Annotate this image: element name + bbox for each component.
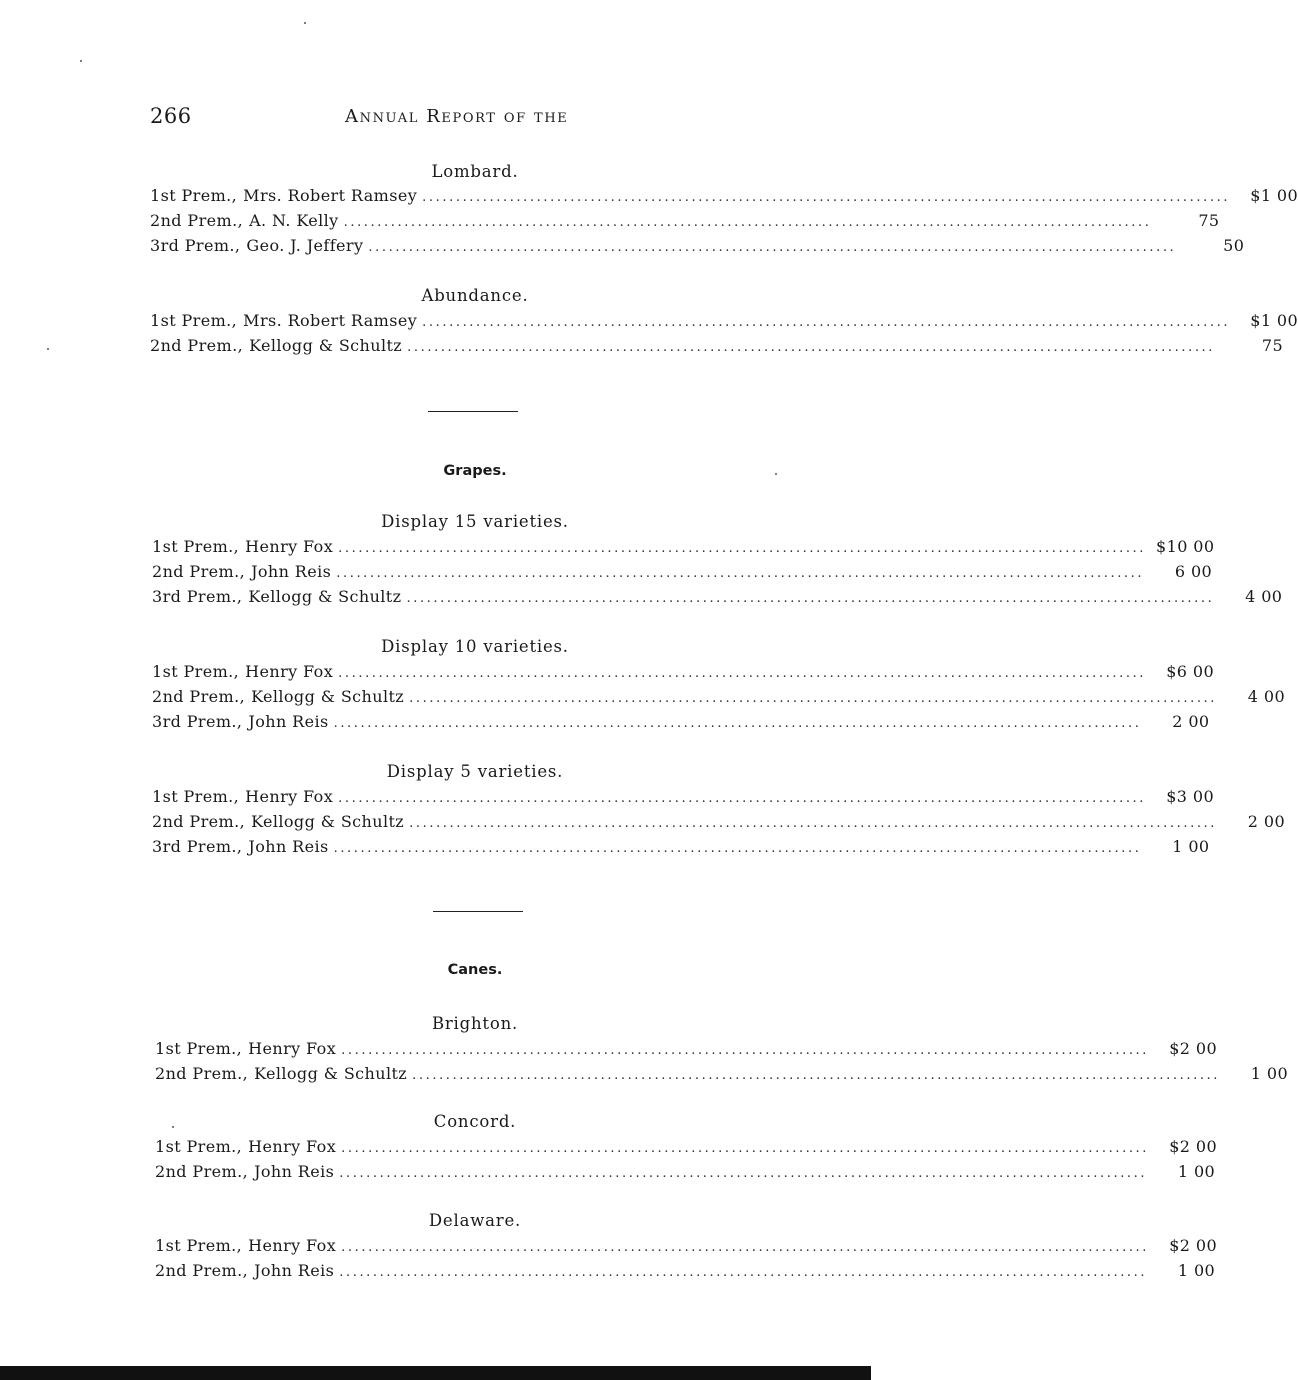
comma-separator: , [231, 186, 238, 205]
dot-leader: ........................................................................................................................ [406, 591, 1215, 606]
premium-amount: 2 00 [1172, 712, 1210, 731]
exhibitor-name: John Reis [251, 562, 332, 581]
premium-row [155, 1039, 1218, 1061]
comma-separator: , [236, 1137, 243, 1156]
exhibitor-name: Kellogg & Schultz [248, 587, 402, 606]
premium-amount: 6 00 [1174, 562, 1213, 581]
page-header [150, 104, 800, 130]
premium-row [150, 311, 1298, 333]
premium-row [152, 687, 1286, 709]
dot-leader: ........................................................................................................................ [338, 541, 1147, 556]
variety-heading: Concord. [433, 1112, 517, 1131]
comma-separator: , [242, 1064, 249, 1083]
scan-speck [47, 348, 49, 350]
premium-amount: $6 00 [1166, 662, 1215, 681]
premium-place: 1st Prem. [152, 662, 234, 681]
dot-leader: ........................................................................................................................ [339, 1265, 1148, 1280]
variety-heading: Display 10 varieties. [381, 637, 569, 656]
premium-amount: 1 00 [1177, 1162, 1216, 1181]
premium-amount: $1 00 [1250, 311, 1298, 330]
dot-leader: ........................................................................................................................ [341, 1043, 1150, 1058]
premium-row [152, 712, 1210, 734]
comma-separator: , [236, 1039, 243, 1058]
scan-speck [304, 22, 306, 24]
premium-amount: $2 00 [1169, 1236, 1218, 1255]
comma-separator: , [236, 1236, 243, 1255]
exhibitor-name: Kellogg & Schultz [249, 336, 403, 355]
premium-place: 1st Prem. [155, 1236, 237, 1255]
variety-heading: Lombard. [431, 162, 519, 181]
premium-row [155, 1162, 1216, 1184]
premium-amount: $1 00 [1250, 186, 1298, 205]
premium-place: 2nd Prem. [155, 1162, 243, 1181]
dot-leader: ........................................................................................................................ [336, 566, 1145, 581]
exhibitor-name: A. N. Kelly [249, 211, 339, 230]
exhibitor-name: John Reis [254, 1162, 335, 1181]
premium-place: 1st Prem. [152, 537, 234, 556]
dot-leader: ........................................................................................................................ [341, 1240, 1150, 1255]
exhibitor-name: Kellogg & Schultz [251, 687, 405, 706]
comma-separator: , [236, 837, 243, 856]
comma-separator: , [233, 787, 240, 806]
dot-leader: ........................................................................................................................ [339, 1166, 1148, 1181]
premium-row [152, 787, 1215, 809]
section-divider [428, 411, 518, 412]
comma-separator: , [236, 712, 243, 731]
dot-leader: ........................................................................................................................ [333, 716, 1142, 731]
premium-amount: 75 [1261, 336, 1284, 355]
section-divider [433, 911, 523, 912]
premium-row [155, 1137, 1218, 1159]
exhibitor-name: Henry Fox [245, 787, 334, 806]
comma-separator: , [234, 236, 241, 255]
comma-separator: , [233, 537, 240, 556]
comma-separator: , [242, 1261, 249, 1280]
premium-amount: $2 00 [1169, 1137, 1218, 1156]
dot-leader: ........................................................................................................................ [407, 340, 1216, 355]
comma-separator: , [231, 311, 238, 330]
premium-place: 2nd Prem. [150, 336, 238, 355]
scan-border [0, 1366, 871, 1380]
premium-row [152, 562, 1213, 584]
premium-row [150, 186, 1298, 208]
premium-amount: 2 00 [1247, 812, 1286, 831]
comma-separator: , [236, 587, 243, 606]
premium-amount: 75 [1198, 211, 1220, 230]
exhibitor-name: Mrs. Robert Ramsey [243, 186, 418, 205]
premium-row [150, 336, 1284, 358]
premium-place: 3rd Prem. [150, 236, 235, 255]
premium-place: 2nd Prem. [152, 687, 240, 706]
premium-row [150, 236, 1245, 258]
premium-place: 1st Prem. [150, 186, 232, 205]
exhibitor-name: Henry Fox [248, 1236, 337, 1255]
premium-row [152, 662, 1215, 684]
section-title: Grapes. [443, 463, 507, 479]
exhibitor-name: Henry Fox [248, 1137, 337, 1156]
dot-leader: ........................................................................................................................ [409, 691, 1218, 706]
comma-separator: , [239, 562, 246, 581]
scan-speck [775, 473, 777, 475]
premium-amount: $3 00 [1166, 787, 1215, 806]
variety-heading: Delaware. [428, 1211, 522, 1230]
scan-speck [172, 1126, 174, 1128]
dot-leader: ........................................................................................................................ [343, 215, 1152, 230]
comma-separator: , [239, 687, 246, 706]
premium-place: 1st Prem. [155, 1137, 237, 1156]
exhibitor-name: Mrs. Robert Ramsey [243, 311, 418, 330]
premium-amount: 4 00 [1245, 587, 1283, 606]
premium-place: 2nd Prem. [155, 1064, 243, 1083]
premium-amount: $2 00 [1169, 1039, 1218, 1058]
premium-place: 2nd Prem. [150, 211, 238, 230]
premium-amount: 1 00 [1172, 837, 1210, 856]
premium-place: 2nd Prem. [155, 1261, 243, 1280]
premium-row [152, 587, 1283, 609]
dot-leader: ........................................................................................................................ [422, 315, 1231, 330]
variety-heading: Brighton. [431, 1014, 519, 1033]
exhibitor-name: John Reis [248, 837, 329, 856]
premium-place: 3rd Prem. [152, 587, 237, 606]
comma-separator: , [237, 336, 244, 355]
dot-leader: ........................................................................................................................ [341, 1141, 1150, 1156]
premium-row [150, 211, 1220, 233]
comma-separator: , [242, 1162, 249, 1181]
exhibitor-name: Geo. J. Jeffery [246, 236, 364, 255]
comma-separator: , [239, 812, 246, 831]
variety-heading: Abundance. [421, 286, 529, 305]
variety-heading: Display 5 varieties. [386, 762, 564, 781]
premium-row [152, 812, 1286, 834]
premium-amount: 50 [1223, 236, 1245, 255]
dot-leader: ........................................................................................................................ [338, 666, 1147, 681]
page-number: 266 [150, 104, 192, 128]
exhibitor-name: Henry Fox [248, 1039, 337, 1058]
premium-row [152, 537, 1215, 559]
premium-row [152, 837, 1210, 859]
dot-leader: ........................................................................................................................ [368, 240, 1177, 255]
premium-amount: 1 00 [1250, 1064, 1289, 1083]
premium-place: 2nd Prem. [152, 812, 240, 831]
exhibitor-name: Kellogg & Schultz [254, 1064, 408, 1083]
exhibitor-name: Henry Fox [245, 662, 334, 681]
premium-amount: $10 00 [1156, 537, 1215, 556]
comma-separator: , [233, 662, 240, 681]
exhibitor-name: Henry Fox [245, 537, 334, 556]
dot-leader: ........................................................................................................................ [412, 1068, 1221, 1083]
premium-place: 2nd Prem. [152, 562, 240, 581]
scan-speck [80, 60, 82, 62]
exhibitor-name: John Reis [248, 712, 329, 731]
premium-place: 3rd Prem. [152, 712, 237, 731]
premium-place: 1st Prem. [152, 787, 234, 806]
exhibitor-name: John Reis [254, 1261, 335, 1280]
premium-row [155, 1236, 1218, 1258]
dot-leader: ........................................................................................................................ [333, 841, 1142, 856]
variety-heading: Display 15 varieties. [381, 512, 569, 531]
premium-amount: 4 00 [1247, 687, 1286, 706]
dot-leader: ........................................................................................................................ [409, 816, 1218, 831]
comma-separator: , [237, 211, 244, 230]
premium-place: 3rd Prem. [152, 837, 237, 856]
dot-leader: ........................................................................................................................ [422, 190, 1231, 205]
running-head: Annual Report of the [345, 106, 569, 127]
premium-place: 1st Prem. [155, 1039, 237, 1058]
section-title: Canes. [447, 962, 503, 978]
dot-leader: ........................................................................................................................ [338, 791, 1147, 806]
premium-amount: 1 00 [1177, 1261, 1216, 1280]
premium-row [155, 1064, 1289, 1086]
exhibitor-name: Kellogg & Schultz [251, 812, 405, 831]
premium-row [155, 1261, 1216, 1283]
premium-place: 1st Prem. [150, 311, 232, 330]
